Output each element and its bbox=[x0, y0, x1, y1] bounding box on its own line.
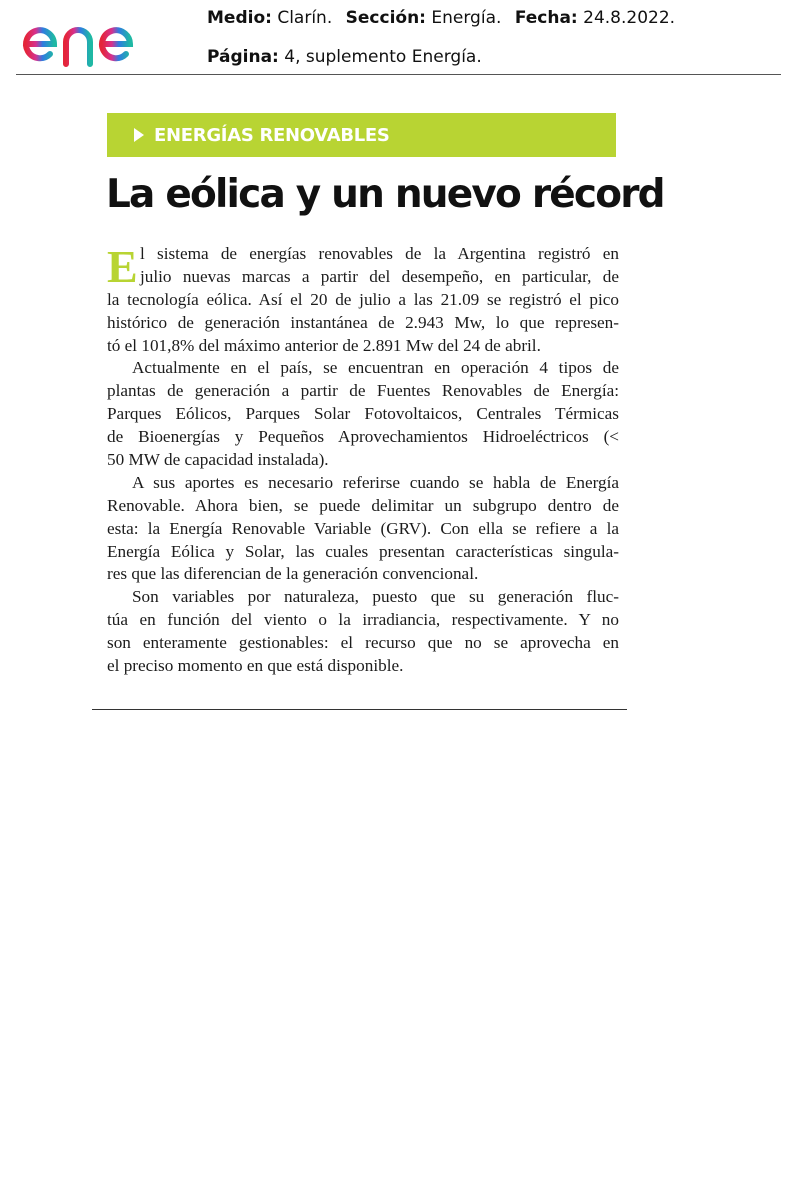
article-headline: La eólica y un nuevo récord bbox=[106, 172, 664, 217]
body-line: la tecnología eólica. Así el 20 de julio a las 21.09 se registró el pico bbox=[107, 289, 619, 309]
pagina-value: 4, suplemento Energía. bbox=[284, 47, 482, 67]
section-banner bbox=[107, 113, 616, 157]
article-end-divider bbox=[92, 709, 627, 710]
fecha-label: Fecha: bbox=[514, 8, 578, 28]
body-line: res que las diferencian de la generación convencional. bbox=[107, 564, 479, 584]
body-line: esta: la Energía Renovable Variable (GRV). Con ella se refiere a la bbox=[107, 518, 619, 538]
body-line: tó el 101,8% del máximo anterior de 2.891 Mw del 24 de abril. bbox=[107, 335, 541, 355]
body-line: Renovable. Ahora bien, se puede delimitar un subgrupo dentro de bbox=[107, 495, 619, 515]
enel-logo bbox=[16, 8, 171, 68]
body-line: histórico de generación instantánea de 2.943 Mw, lo que represen- bbox=[107, 312, 619, 332]
play-arrow-icon bbox=[134, 128, 144, 142]
body-line: 50 MW de capacidad instalada). bbox=[107, 450, 329, 470]
body-line: túa en función del viento o la irradiancia, respectivamente. Y no bbox=[107, 610, 619, 630]
seccion-value: Energía. bbox=[431, 8, 502, 28]
pagina-label: Página: bbox=[207, 47, 279, 67]
header-divider bbox=[16, 74, 781, 75]
body-line: A sus aportes es necesario referirse cuando se habla de Energía bbox=[132, 472, 619, 492]
body-line: l sistema de energías renovables de la Argentina registró en bbox=[140, 244, 619, 263]
drop-cap: E bbox=[107, 241, 138, 292]
fecha-value: 24.8.2022. bbox=[583, 8, 676, 28]
body-line: Son variables por naturaleza, puesto que su generación fluc- bbox=[132, 587, 619, 607]
meta-line-1 bbox=[207, 8, 675, 28]
body-line: Parques Eólicos, Parques Solar Fotovoltaicos, Centrales Térmicas bbox=[107, 404, 619, 424]
seccion-label: Sección: bbox=[345, 8, 426, 28]
body-line: Actualmente en el país, se encuentran en operación 4 tipos de bbox=[132, 358, 619, 378]
medio-label: Medio: bbox=[207, 8, 272, 28]
medio-value: Clarín. bbox=[277, 8, 333, 28]
section-label: ENERGÍAS RENOVABLES bbox=[154, 124, 390, 146]
body-line: el preciso momento en que está disponible. bbox=[107, 656, 404, 676]
body-line: plantas de generación a partir de Fuentes Renovables de Energía: bbox=[107, 381, 619, 401]
body-line: Energía Eólica y Solar, las cuales presentan características singula- bbox=[107, 541, 619, 561]
body-line: de Bioenergías y Pequeños Aprovechamientos Hidroeléctricos (< bbox=[107, 427, 619, 447]
article-body bbox=[107, 243, 619, 678]
body-line: son enteramente gestionables: el recurso que no se aprovecha en bbox=[107, 633, 619, 653]
meta-line-2 bbox=[207, 47, 482, 67]
body-line: julio nuevas marcas a partir del desempeño, en particular, de bbox=[140, 266, 619, 286]
